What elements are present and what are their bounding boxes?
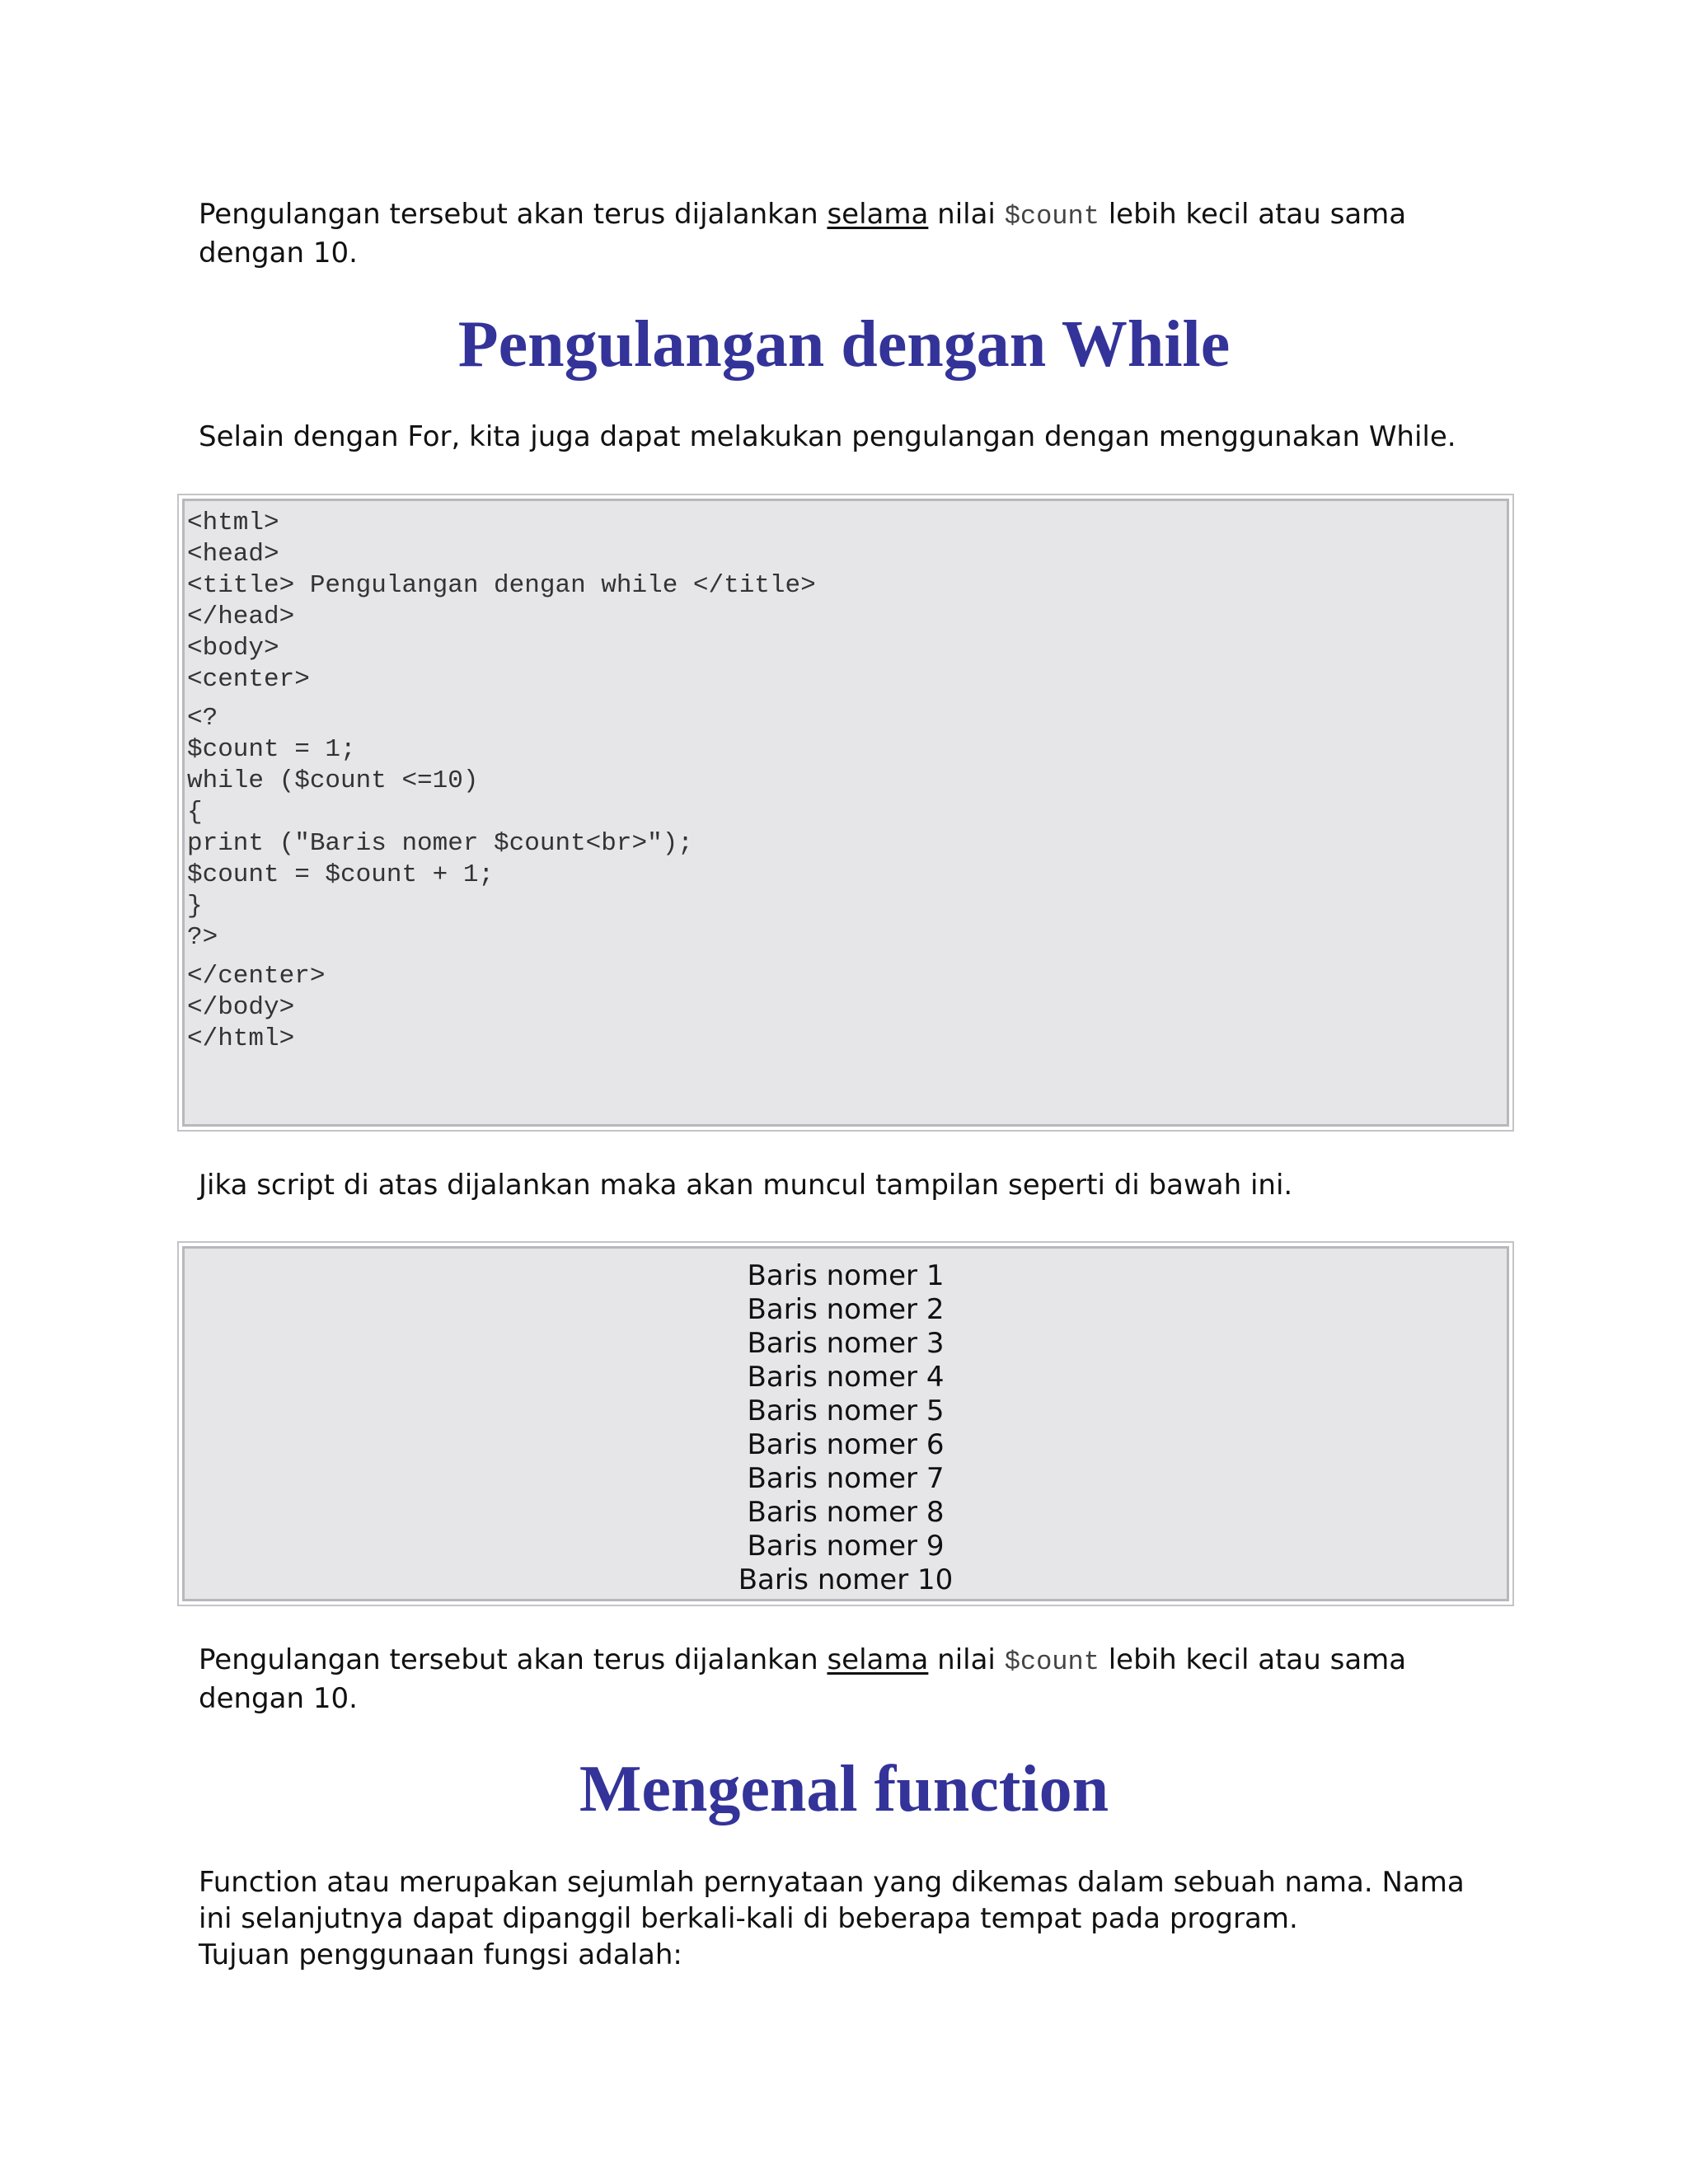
- code-section-html-close: </center> </body> </html>: [187, 962, 326, 1053]
- output-line: Baris nomer 10: [738, 1563, 954, 1596]
- output-line: Baris nomer 2: [747, 1293, 945, 1326]
- output-line: Baris nomer 8: [747, 1496, 945, 1529]
- output-line: Baris nomer 4: [747, 1361, 945, 1394]
- output-line: Baris nomer 7: [747, 1462, 945, 1495]
- output-line: Baris nomer 3: [747, 1327, 945, 1360]
- function-intro-line2: Tujuan penggunaan fungsi adalah:: [199, 1938, 682, 1971]
- output-line: Baris nomer 9: [747, 1530, 945, 1563]
- outro-text-after: lebih kecil atau sama dengan 10.: [199, 1643, 1407, 1715]
- heading-while: Pengulangan dengan While: [457, 308, 1231, 381]
- code-listing: [187, 508, 816, 1055]
- outro-code-count: $count: [1004, 1647, 1100, 1677]
- intro-text-after: lebih kecil atau sama dengan 10.: [199, 198, 1407, 269]
- outro-text-before: Pengulangan tersebut akan terus dijalankan: [199, 1643, 828, 1676]
- while-intro-paragraph: Selain dengan For, kita juga dapat melakukan pengulangan dengan menggunakan While.: [199, 420, 1456, 453]
- function-intro-paragraph: [199, 1864, 1484, 1973]
- function-intro-line1: Function atau merupakan sejumlah pernyataan yang dikemas dalam sebuah nama. Nama ini selanjutnya dapat dipanggil berkali-kali di beberapa tempat pada program.: [199, 1866, 1465, 1935]
- code-block: [177, 494, 1514, 1132]
- intro-paragraph: [199, 196, 1484, 271]
- outro-link-selama[interactable]: selama: [827, 1643, 929, 1676]
- intro-code-count: $count: [1004, 201, 1100, 232]
- output-line: Baris nomer 1: [747, 1259, 945, 1292]
- intro-text-mid: nilai: [928, 198, 1005, 231]
- outro-paragraph: [199, 1642, 1484, 1717]
- output-line: Baris nomer 6: [747, 1428, 945, 1461]
- intro-text-before: Pengulangan tersebut akan terus dijalankan: [199, 198, 828, 231]
- intro-link-selama[interactable]: selama: [827, 198, 929, 231]
- output-lines: [179, 1259, 1512, 1597]
- code-section-php: <? $count = 1; while ($count <=10) { print ("Baris nomer $count<br>"); $count = $count + 1; } ?>: [187, 704, 693, 952]
- output-line: Baris nomer 5: [747, 1394, 945, 1427]
- output-intro-paragraph: Jika script di atas dijalankan maka akan muncul tampilan seperti di bawah ini.: [199, 1169, 1293, 1202]
- outro-text-mid: nilai: [928, 1643, 1005, 1676]
- output-block: [177, 1241, 1514, 1606]
- code-section-html-open: <html> <head> <title> Pengulangan dengan while </title> </head> <body> <center>: [187, 509, 816, 694]
- heading-function: Mengenal function: [579, 1753, 1109, 1825]
